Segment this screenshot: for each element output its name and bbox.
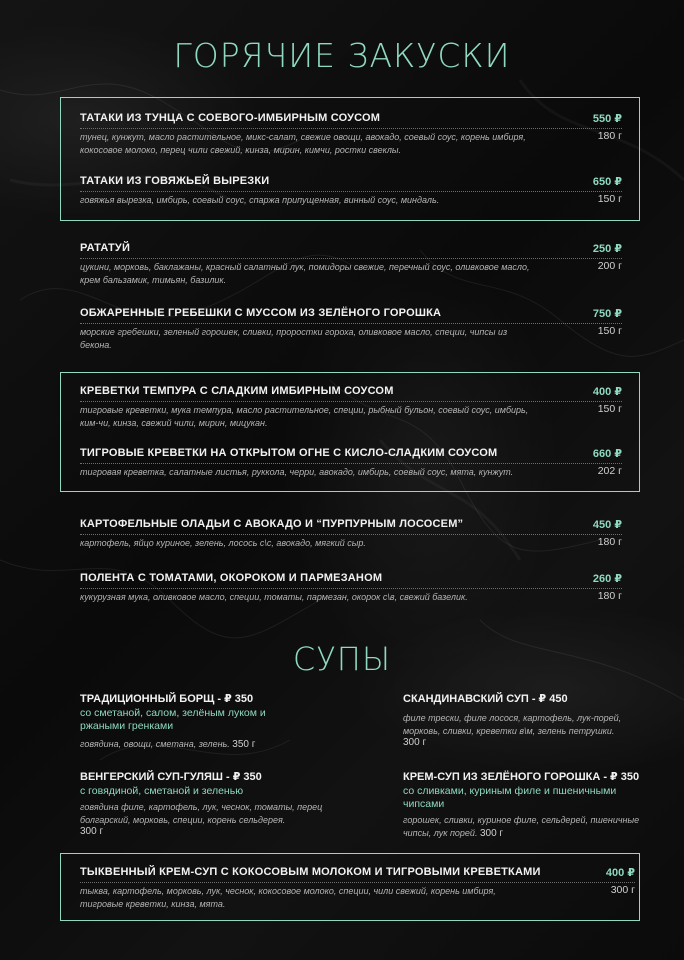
item-title: ОБЖАРЕННЫЕ ГРЕБЕШКИ С МУССОМ ИЗ ЗЕЛЁНОГО ГОРОШКА [80, 307, 442, 319]
menu-item [80, 242, 622, 285]
item-weight: 150 г [597, 193, 622, 205]
soups-heading: СУПЫ [292, 640, 392, 678]
dotted-divider [80, 882, 635, 883]
menu-item [80, 385, 622, 428]
soup-weight: 300 г [403, 737, 427, 748]
item-weight: 300 г [610, 884, 635, 896]
soup-extra: со сметаной, салом, зелёным луком и ржаными гренками [80, 707, 266, 732]
soup-description: филе трески, филе лосося, картофель, лук-порей, морковь, сливки, креветки в\м, зелень петрушки. [403, 713, 622, 736]
soup-description-line [403, 814, 648, 840]
dotted-divider [80, 128, 622, 129]
item-price: 660 ₽ [592, 448, 622, 460]
item-description: тыква, картофель, морковь, лук, чеснок, кокосовое молоко, специи, чили свежий, корень имбиря, тигровые креветки, кинза, мята. [80, 886, 496, 909]
item-weight: 180 г [597, 536, 622, 548]
item-title: РАТАТУЙ [80, 242, 131, 254]
featured-soup [80, 866, 635, 909]
soup-item [403, 770, 648, 840]
item-weight: 180 г [597, 590, 622, 602]
item-price: 260 ₽ [592, 573, 622, 585]
item-weight: 150 г [597, 403, 622, 415]
item-price: 250 ₽ [592, 243, 622, 255]
item-weight: 150 г [597, 325, 622, 337]
soup-description: говядина филе, картофель, лук, чеснок, томаты, перец болгарский, морковь, специи, корень сельдерея. [80, 802, 323, 825]
item-weight: 202 г [597, 465, 622, 477]
item-description: тигровые креветки, мука темпура, масло растительное, специи, рыбный бульон, соевый соус, имбирь, ким-чи, кинза, свежий чили, мирин, мицукан. [80, 405, 529, 428]
dotted-divider [80, 588, 622, 589]
item-weight: 180 г [597, 130, 622, 142]
soup-weight: 300 г [479, 827, 504, 839]
soup-weight: 300 г [80, 826, 104, 837]
dotted-divider [80, 534, 622, 535]
soup-title: СКАНДИНАВСКИЙ СУП - ₽ 450 [403, 693, 568, 705]
soup-item [80, 692, 310, 752]
soup-title: КРЕМ-СУП ИЗ ЗЕЛЁНОГО ГОРОШКА - ₽ 350 [403, 771, 640, 783]
dotted-divider [80, 463, 622, 464]
item-title: ТАТАКИ ИЗ ГОВЯЖЬЕЙ ВЫРЕЗКИ [80, 175, 270, 187]
soup-title: ТРАДИЦИОННЫЙ БОРЩ - ₽ 350 [80, 693, 254, 705]
item-description: тунец, кунжут, масло растительное, микс-салат, свежие овощи, авокадо, соевый соус, корень имбиря, кокосовое молоко, перец чили свежий, кинза, мирин, кимчи, ростки свеклы. [80, 132, 526, 155]
item-weight: 200 г [597, 260, 622, 272]
soup-description-line [80, 738, 310, 752]
item-price: 450 ₽ [592, 519, 622, 531]
menu-item [80, 518, 622, 548]
item-description: морские гребешки, зеленый горошек, сливки, проростки гороха, оливковое масло, специи, чипсы из бекона. [80, 327, 508, 350]
item-description: кукурузная мука, оливковое масло, специи, томаты, пармезан, окорок с\в, свежий базелик. [80, 592, 468, 602]
item-description: цукини, морковь, баклажаны, красный салатный лук, помидоры свежие, перечный соус, оливковое масло, крем бальзамик, тимьян, базилик. [80, 262, 530, 285]
item-title: ТИГРОВЫЕ КРЕВЕТКИ НА ОТКРЫТОМ ОГНЕ С КИСЛО-СЛАДКИМ СОУСОМ [80, 447, 498, 459]
soup-extra: со сливками, куриным филе и пшеничными чипсами [403, 785, 617, 810]
soup-item [403, 692, 643, 748]
item-price: 400 ₽ [592, 386, 622, 398]
item-description: говяжья вырезка, имбирь, соевый соус, спаржа припущенная, винный соус, миндаль. [80, 195, 440, 205]
item-price: 400 ₽ [605, 867, 635, 879]
item-title: ПОЛЕНТА С ТОМАТАМИ, ОКОРОКОМ И ПАРМЕЗАНОМ [80, 572, 383, 584]
item-description: тигровая креветка, салатные листья, руккола, черри, авокадо, имбирь, соевый соус, мята, кунжут. [80, 467, 514, 477]
item-price: 650 ₽ [592, 176, 622, 188]
item-title: КРЕВЕТКИ ТЕМПУРА С СЛАДКИМ ИМБИРНЫМ СОУСОМ [80, 385, 394, 397]
soup-extra: с говядиной, сметаной и зеленью [80, 785, 244, 797]
soup-title: ВЕНГЕРСКИЙ СУП-ГУЛЯШ - ₽ 350 [80, 771, 262, 783]
item-title: ТАТАКИ ИЗ ТУНЦА С СОЕВОГО-ИМБИРНЫМ СОУСОМ [80, 112, 381, 124]
dotted-divider [80, 401, 622, 402]
dotted-divider [80, 191, 622, 192]
item-title: КАРТОФЕЛЬНЫЕ ОЛАДЬИ С АВОКАДО И “ПУРПУРНЫМ ЛОСОСЕМ” [80, 518, 464, 530]
soup-description: горошек, сливки, куриное филе, сельдерей, пшеничные чипсы, лук порей. [403, 815, 640, 838]
soup-item [80, 770, 345, 837]
soup-description: говядина, овощи, сметана, зелень. [80, 739, 230, 749]
menu-item [80, 447, 622, 477]
menu-item [80, 307, 622, 350]
item-title: ТЫКВЕННЫЙ КРЕМ-СУП С КОКОСОВЫМ МОЛОКОМ И ТИГРОВЫМИ КРЕВЕТКАМИ [80, 866, 541, 878]
menu-item [80, 112, 622, 155]
item-price: 550 ₽ [592, 113, 622, 125]
hot-snacks-heading: ГОРЯЧИЕ ЗАКУСКИ [173, 36, 511, 75]
item-description: картофель, яйцо куриное, зелень, лосось с\с, авокадо, мягкий сыр. [80, 538, 366, 548]
menu-item [80, 175, 622, 205]
soup-weight: 350 г [232, 739, 256, 750]
dotted-divider [80, 258, 622, 259]
item-price: 750 ₽ [592, 308, 622, 320]
menu-item [80, 572, 622, 602]
dotted-divider [80, 323, 622, 324]
